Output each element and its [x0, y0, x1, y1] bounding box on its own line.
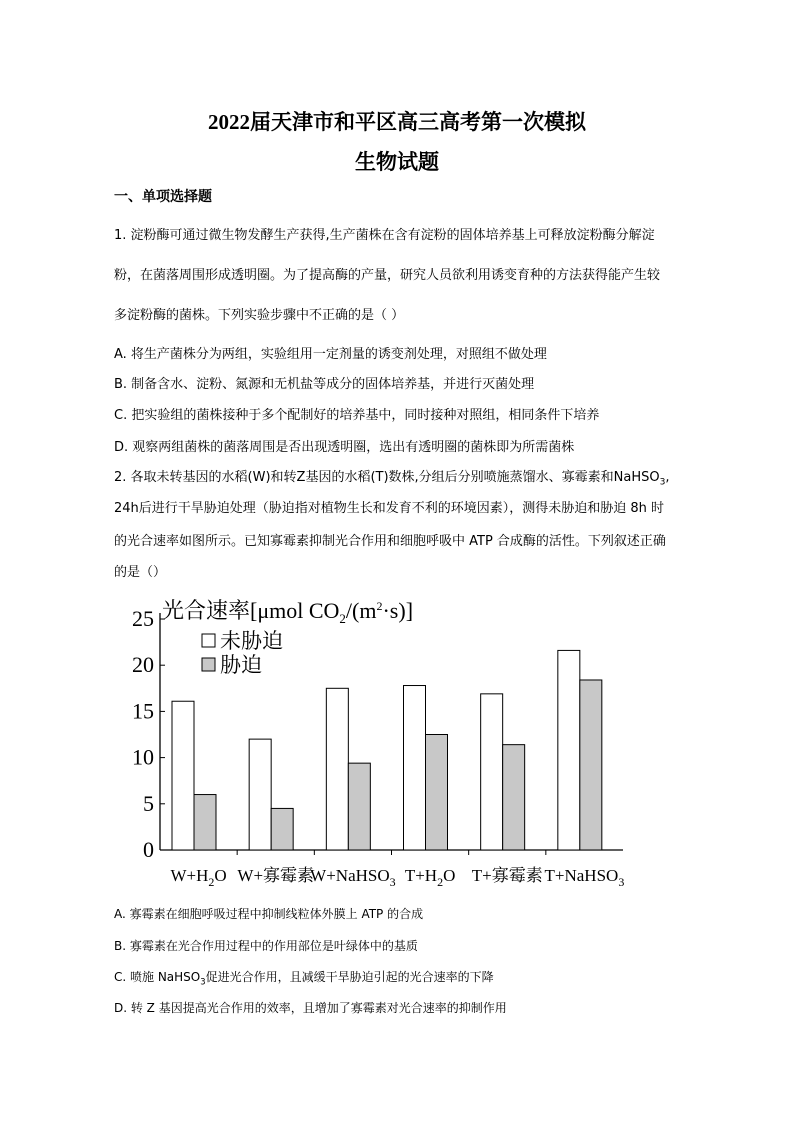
legend-label: 胁迫 — [220, 653, 262, 677]
x-tick-label: W+NaHSO$_3$ — [310, 866, 396, 889]
x-tick-label: T+寡霉素 — [471, 866, 543, 885]
q2-option-c — [114, 968, 494, 986]
q1-stem-line-3: 多淀粉酶的菌株。下列实验步骤中不正确的是（ ） — [114, 308, 405, 323]
q1-option-d: D. 观察两组菌株的菌落周围是否出现透明圈，选出有透明圈的菌株即为所需菌株 — [114, 440, 575, 455]
bar-unstressed — [404, 686, 426, 850]
bar-stressed — [580, 680, 602, 850]
bar-stressed — [271, 808, 293, 850]
y-tick-label: 25 — [132, 606, 154, 631]
bar-unstressed — [172, 701, 194, 850]
x-tick-label: $W+H_2O$ — [170, 866, 227, 889]
x-tick-label: T+NaHSO$_3$ — [544, 866, 625, 889]
q2-stem-line-3: 的光合速率如图所示。已知寡霉素抑制光合作用和细胞呼吸中 ATP 合成酶的活性。下列叙述正确 — [114, 534, 666, 549]
bar-stressed — [194, 795, 216, 850]
q2-stem-line-4: 的是（） — [114, 565, 167, 580]
y-tick-label: 5 — [143, 790, 154, 816]
legend-swatch — [202, 634, 215, 647]
q2-option-d: D. 转 Z 基因提高光合作用的效率，且增加了寡霉素对光合速率的抑制作用 — [114, 1001, 507, 1015]
q2-stem-line-1-text: 2. 各取未转基因的水稻(W)和转Z基因的水稻(T)数株,分组后分别喷施蒸馏水、寡霉素和NaHSO — [114, 470, 660, 485]
y-tick-label: 10 — [132, 744, 154, 770]
photosynthesis-bar-chart — [132, 596, 645, 896]
section-heading: 一、单项选择题 — [114, 189, 212, 205]
q2-stem-line-1 — [114, 466, 670, 488]
q2-option-c-sub: 3 — [200, 976, 206, 987]
y-axis-title: 光合速率[μmol $CO_2/(m^2\cdot s)$] — [162, 598, 414, 626]
document-title: 2022届天津市和平区高三高考第一次模拟 — [208, 110, 586, 134]
bar-unstressed — [481, 694, 503, 850]
bar-stressed — [348, 763, 370, 850]
bar-stressed — [503, 745, 525, 850]
x-tick-label: $T+H_2O$ — [404, 866, 456, 889]
q1-option-a: A. 将生产菌株分为两组，实验组用一定剂量的诱变剂处理，对照组不做处理 — [114, 347, 547, 362]
bar-stressed — [426, 735, 448, 851]
q1-stem-line-2: 粉，在菌落周围形成透明圈。为了提高酶的产量，研究人员欲利用诱变育种的方法获得能产生较 — [114, 268, 661, 283]
q1-stem-line-1: 1. 淀粉酶可通过微生物发酵生产获得,生产菌株在含有淀粉的固体培养基上可释放淀粉酶分解淀 — [114, 228, 655, 243]
y-tick-label: 20 — [132, 652, 154, 678]
legend-swatch — [202, 658, 215, 671]
y-tick-label: 0 — [143, 837, 154, 862]
document-subtitle: 生物试题 — [355, 150, 439, 174]
q2-option-a: A. 寡霉素在细胞呼吸过程中抑制线粒体外膜上 ATP 的合成 — [114, 907, 424, 921]
q2-option-c-end: 促进光合作用，且减缓干旱胁迫引起的光合速率的下降 — [205, 970, 494, 984]
y-tick-label: 15 — [132, 698, 154, 724]
q2-stem-line-1-sub: 3 — [659, 477, 666, 488]
q2-stem-line-2: 24h后进行干旱胁迫处理（胁迫指对植物生长和发育不利的环境因素），测得未胁迫和胁迫 8h 时 — [114, 501, 665, 516]
bar-unstressed — [326, 688, 348, 850]
q2-stem-line-1-end: , — [665, 470, 670, 485]
legend-label: 未胁迫 — [220, 629, 283, 653]
q1-option-c: C. 把实验组的菌株接种于多个配制好的培养基中，同时接种对照组，相同条件下培养 — [114, 408, 600, 423]
chart-root — [132, 598, 624, 889]
q2-option-c-text: C. 喷施 NaHSO — [114, 970, 201, 984]
x-tick-label: W+寡霉素 — [237, 866, 315, 885]
q1-option-b: B. 制备含水、淀粉、氮源和无机盐等成分的固体培养基，并进行灭菌处理 — [114, 377, 535, 392]
bar-unstressed — [249, 739, 271, 850]
bar-unstressed — [558, 650, 580, 850]
q2-option-b: B. 寡霉素在光合作用过程中的作用部位是叶绿体中的基质 — [114, 939, 418, 953]
